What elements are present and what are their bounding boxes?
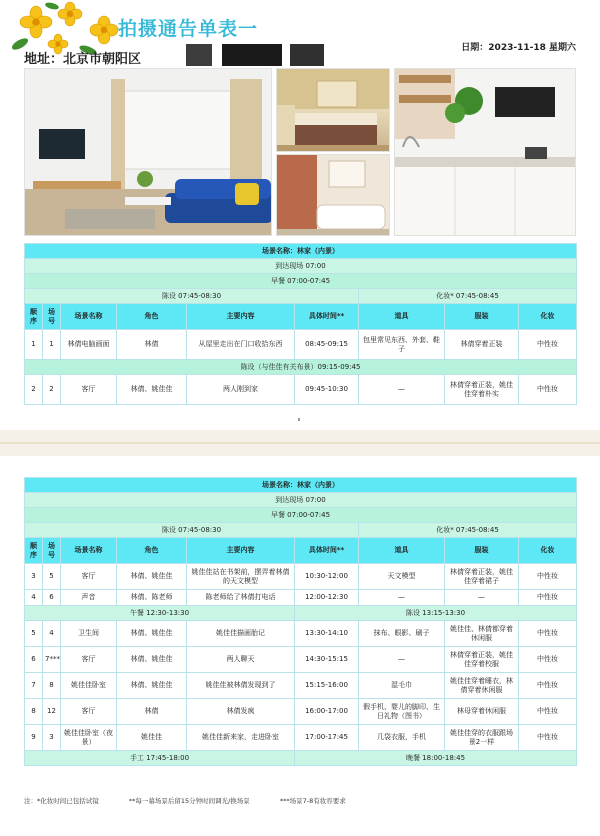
content-cell: 陈老师给了林倩打电话 — [187, 590, 295, 606]
role-cell: 林倩、姚佳佳 — [117, 375, 187, 405]
content-cell: 姚佳佳描画胎记 — [187, 621, 295, 647]
time-cell: 14:30-15:15 — [295, 647, 359, 673]
props-cell: 包里常见东西、外套、鞋子 — [359, 330, 445, 360]
column-header: 角色 — [117, 538, 187, 564]
column-header: 角色 — [117, 304, 187, 330]
place-cell: 林倩电脑画面 — [61, 330, 117, 360]
makeup-band: 化妆* 07:45-08:45 — [359, 289, 577, 304]
date-label: 日期：2023-11-18 星期六 — [461, 43, 576, 53]
column-header: 道具 — [359, 304, 445, 330]
address-label: 地址：北京市朝阳区 — [24, 52, 142, 67]
seq-cell: 7 — [25, 673, 43, 699]
place-cell: 客厅 — [61, 375, 117, 405]
page-separator — [0, 430, 600, 456]
column-header: 具体时间** — [295, 304, 359, 330]
props-cell: 抹布、眼影、刷子 — [359, 621, 445, 647]
seq-cell: 1 — [25, 330, 43, 360]
column-header: 具体时间** — [295, 538, 359, 564]
page-title: 拍摄通告单表一 — [118, 18, 259, 40]
kitchen-photo — [394, 68, 576, 236]
seq-cell: 9 — [25, 725, 43, 751]
content-cell: 两人刚到家 — [187, 375, 295, 405]
makeup-cell: 中性妆 — [519, 621, 577, 647]
makeup-cell: 中性妆 — [519, 330, 577, 360]
role-cell: 姚佳佳 — [117, 725, 187, 751]
makeup-cell: 中性妆 — [519, 647, 577, 673]
scene-cell: 1 — [43, 330, 61, 360]
scene-cell: 12 — [43, 699, 61, 725]
footnote-3: ***场景7-8有妆容要求 — [279, 797, 346, 805]
costume-cell: 林倩穿着正装，姚佳佳穿着朴实 — [445, 375, 519, 405]
scene-cell: 8 — [43, 673, 61, 699]
set-band: 陈设 07:45-08:30 — [25, 523, 359, 538]
role-cell: 林倩 — [117, 699, 187, 725]
table-header-row — [25, 304, 577, 330]
costume-cell: 林倩穿着正装，姚佳佳穿着裙子 — [445, 564, 519, 590]
breakfast-band: 早餐 07:00-07:45 — [25, 274, 577, 289]
time-cell: 12:00-12:30 — [295, 590, 359, 606]
arrive-band: 到达现场 07:00 — [25, 259, 577, 274]
role-cell: 林倩 — [117, 330, 187, 360]
bathroom-photo — [276, 154, 390, 236]
props-cell: — — [359, 375, 445, 405]
footnote-1: 注：*化妆时间已包括试镜 — [24, 797, 99, 805]
place-cell: 声音 — [61, 590, 117, 606]
props-cell: — — [359, 647, 445, 673]
column-header: 顺序 — [25, 304, 43, 330]
seq-cell: 2 — [25, 375, 43, 405]
seq-cell: 8 — [25, 699, 43, 725]
seq-cell: 6 — [25, 647, 43, 673]
scene-cell: 7*** — [43, 647, 61, 673]
table-row — [25, 725, 577, 751]
breakfast-band: 早餐 07:00-07:45 — [25, 508, 577, 523]
craft-band: 手工 17:45-18:00 — [25, 751, 295, 766]
time-cell: 16:00-17:00 — [295, 699, 359, 725]
time-cell: 08:45-09:15 — [295, 330, 359, 360]
column-header: 顺序 — [25, 538, 43, 564]
scene-cell: 4 — [43, 621, 61, 647]
content-cell: 姚佳佳站在书架前，摆弄着林倩的天文模型 — [187, 564, 295, 590]
costume-cell: 姚佳佳、林倩都穿着休闲服 — [445, 621, 519, 647]
table-row — [25, 564, 577, 590]
scene-cell: 3 — [43, 725, 61, 751]
column-header: 主要内容 — [187, 538, 295, 564]
costume-cell: — — [445, 590, 519, 606]
column-header: 场景名称 — [61, 538, 117, 564]
props-cell: 天文模型 — [359, 564, 445, 590]
place-cell: 客厅 — [61, 647, 117, 673]
props-cell: — — [359, 590, 445, 606]
costume-cell: 林倩穿着正装 — [445, 330, 519, 360]
table-row — [25, 590, 577, 606]
time-cell: 17:00-17:45 — [295, 725, 359, 751]
table-row — [25, 673, 577, 699]
set-mid-band: 陈设 13:15-13:30 — [295, 606, 577, 621]
makeup-cell: 中性妆 — [519, 564, 577, 590]
table-row — [25, 375, 577, 405]
makeup-cell: 中性妆 — [519, 725, 577, 751]
content-cell: 两人聊天 — [187, 647, 295, 673]
props-cell: 几袋衣服，手机 — [359, 725, 445, 751]
makeup-band: 化妆* 07:45-08:45 — [359, 523, 577, 538]
scene-name-band: 场景名称：林家（内景） — [25, 244, 577, 259]
column-header: 道具 — [359, 538, 445, 564]
bedroom-photo — [276, 68, 390, 152]
column-header: 化妆 — [519, 538, 577, 564]
role-cell: 林倩、陈老师 — [117, 590, 187, 606]
scene-cell: 2 — [43, 375, 61, 405]
table-row — [25, 647, 577, 673]
scene-name-band: 场景名称：林家（内景） — [25, 478, 577, 493]
place-cell: 姚佳佳卧室 — [61, 673, 117, 699]
column-header: 场景名称 — [61, 304, 117, 330]
set-band: 陈设 07:45-08:30 — [25, 289, 359, 304]
costume-cell: 林倩穿着正装，姚佳佳穿着校服 — [445, 647, 519, 673]
costume-cell: 姚佳佳穿着睡衣，林倩穿着休闲服 — [445, 673, 519, 699]
costume-cell: 林母穿着休闲服 — [445, 699, 519, 725]
place-cell: 姚佳佳卧室（夜景） — [61, 725, 117, 751]
schedule-sheet-2 — [0, 456, 600, 836]
table-row — [25, 330, 577, 360]
arrive-band: 到达现场 07:00 — [25, 493, 577, 508]
role-cell: 林倩、姚佳佳 — [117, 673, 187, 699]
column-header: 服装 — [445, 304, 519, 330]
table-row — [25, 699, 577, 725]
schedule-table-2 — [24, 477, 577, 766]
scene-cell: 5 — [43, 564, 61, 590]
column-header: 场号 — [43, 538, 61, 564]
footnote-2: **每一幕场景后留15分钟时间调光/换场景 — [128, 797, 250, 805]
seq-cell: 5 — [25, 621, 43, 647]
time-cell: 13:30-14:10 — [295, 621, 359, 647]
page-mark — [298, 418, 300, 421]
time-cell: 10:30-12:00 — [295, 564, 359, 590]
costume-cell: 姚佳佳穿的衣服跟场景2一样 — [445, 725, 519, 751]
redaction-block — [186, 44, 212, 66]
column-header: 服装 — [445, 538, 519, 564]
footnote — [24, 796, 576, 805]
makeup-cell: 中性妆 — [519, 673, 577, 699]
set-mid-band: 陈设（与佳佳有关布景）09:15-09:45 — [25, 360, 577, 375]
redaction-block — [290, 44, 324, 66]
content-cell: 姚佳佳新来家，走进卧室 — [187, 725, 295, 751]
makeup-cell: 中性妆 — [519, 375, 577, 405]
seq-cell: 4 — [25, 590, 43, 606]
role-cell: 林倩、姚佳佳 — [117, 621, 187, 647]
redaction-block — [222, 44, 282, 66]
dinner-band: 晚餐 18:00-18:45 — [295, 751, 577, 766]
content-cell: 从屋里走出在门口收拾东西 — [187, 330, 295, 360]
column-header: 主要内容 — [187, 304, 295, 330]
scene-cell: 6 — [43, 590, 61, 606]
role-cell: 林倩、姚佳佳 — [117, 647, 187, 673]
table-row — [25, 621, 577, 647]
column-header: 场号 — [43, 304, 61, 330]
column-header: 化妆 — [519, 304, 577, 330]
props-cell: 假手机、婴儿的脚印、生日礼物（图书） — [359, 699, 445, 725]
content-cell: 林倩发疯 — [187, 699, 295, 725]
role-cell: 林倩、姚佳佳 — [117, 564, 187, 590]
seq-cell: 3 — [25, 564, 43, 590]
place-cell: 卫生间 — [61, 621, 117, 647]
content-cell: 姚佳佳被林倩发现到了 — [187, 673, 295, 699]
lunch-band: 午餐 12:30-13:30 — [25, 606, 295, 621]
schedule-table-1 — [24, 243, 577, 405]
living-room-photo — [24, 68, 272, 236]
time-cell: 15:15-16:00 — [295, 673, 359, 699]
table-header-row — [25, 538, 577, 564]
place-cell: 客厅 — [61, 564, 117, 590]
props-cell: 湿毛巾 — [359, 673, 445, 699]
makeup-cell: 中性妆 — [519, 699, 577, 725]
time-cell: 09:45-10:30 — [295, 375, 359, 405]
makeup-cell: 中性妆 — [519, 590, 577, 606]
place-cell: 客厅 — [61, 699, 117, 725]
